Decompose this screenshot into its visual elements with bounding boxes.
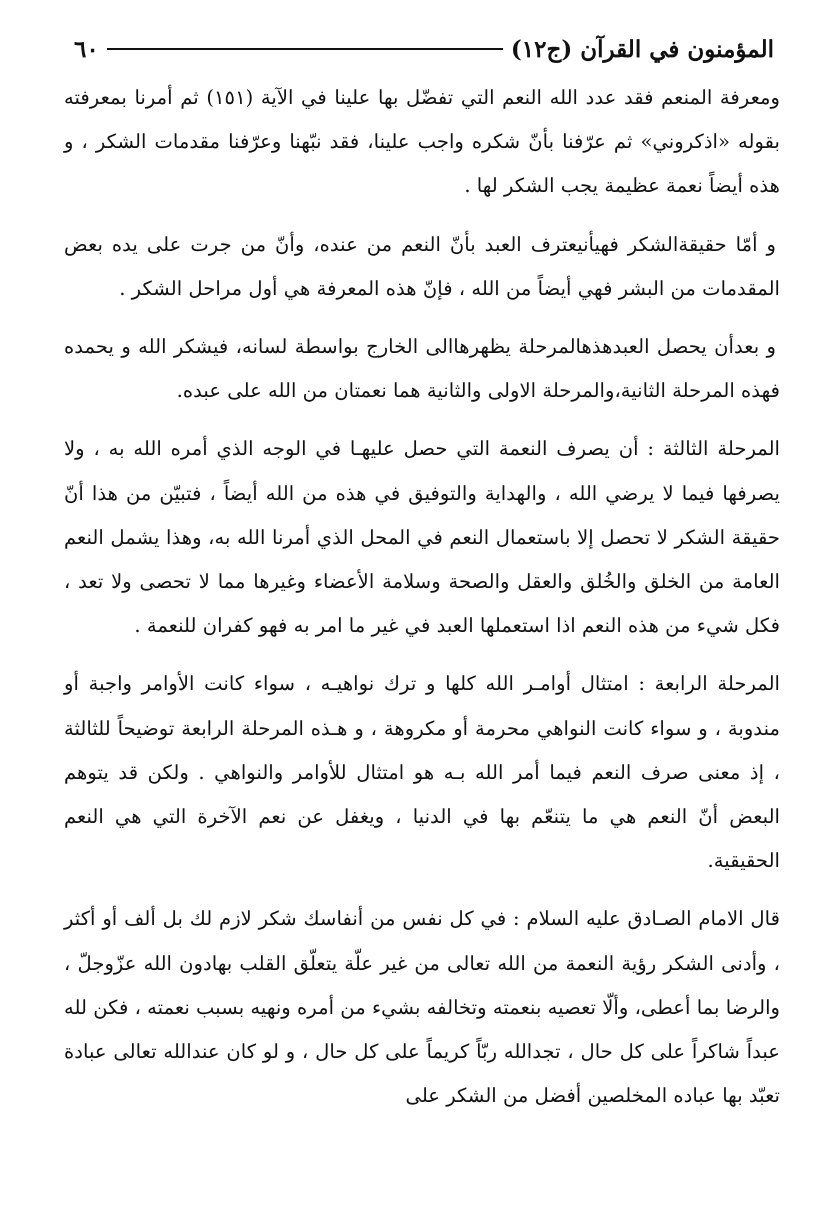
paragraph-5: المرحلة الرابعة : امتثال أوامـر الله كلها و ترك نواهيـه ، سواء كانت الأوامر واجبة أو مندوبة ، و سواء كانت النواهي محرمة أو مكروهة ، و هـذه المرحلة الرابعة توضيحاً للثالثة ، إذ معنى صرف النعم فيما أمر الله بـه هو امتثال للأوامر والنواهي . ولكن قد يتوهم البعض أنّ النعم هي ما يتنعّم بها في الدنيا ، ويغفل عن نعم الآخرة التي هي النعم الحقيقية.: [64, 672, 780, 873]
paragraph-2: و أمّا حقيقةالشكر فهيأنيعترف العبد بأنّ النعم من عنده، وأنّ من جرت على يده بعض المقدمات من البشر فهي أيضاً من الله ، فإنّ هذه المعرفة هي أول مراحل الشكر .: [64, 232, 780, 300]
page-number: ٦٠: [74, 35, 99, 63]
running-title: المؤمنون في القرآن (ج١٢): [510, 35, 774, 63]
paragraph-3: و بعدأن يحصل العبدهذهالمرحلة يظهرهاالى الخارج بواسطة لسانه، فيشكر الله و يحمده فهذه المرحلة الثانية،والمرحلة الاولى والثانية هما نعمتان من الله على عبده.: [64, 335, 780, 403]
page-header: [64, 28, 780, 70]
header-rule: [107, 48, 503, 50]
document-page: [64, 28, 780, 1198]
paragraph-4: المرحلة الثالثة : أن يصرف النعمة التي حصل عليهـا في الوجه الذي أمره الله به ، ولا يصرفها فيما لا يرضي الله ، والهداية والتوفيق في هذه من الله أيضاً ، فتبيّن من هذا أنّ حقيقة الشكر لا تحصل إلا باستعمال النعم في المحل الذي أمرنا الله به، وهذا يشمل النعم العامة من الخلق والخُلق والعقل والصحة وسلامة الأعضاء وغيرها مما لا تحصى ولا تعد ، فكل شيء من هذه النعم اذا استعملها العبد في غير ما امر به فهو كفران للنعمة .: [64, 437, 780, 638]
body-text: [64, 76, 780, 1118]
paragraph-1: ومعرفة المنعم فقد عدد الله النعم التي تفضّل بها علينا في الآية (١٥١) ثم أمرنا بمعرفته بقوله «اذكروني» ثم عرّفنا بأنّ شكره واجب علينا، فقد نبّهنا وعرّفنا مقدمات الشكر ، و هذه أيضاً نعمة عظيمة يجب الشكر لها .: [64, 86, 780, 198]
paragraph-6: قال الامام الصـادق عليه السلام : في كل نفس من أنفاسك شكر لازم لك بل ألف أو أكثر ، وأدنى الشكر رؤية النعمة من الله تعالى من غير علّة يتعلّق القلب بهادون الله عزّوجلّ ، والرضا بما أعطى، وألّا تعصيه بنعمته وتخالفه بشيء من أمره ونهيه بسبب نعمته ، فكن لله عبداً شاكراً على كل حال ، تجدالله ربّاً كريماً على كل حال ، و لو كان عندالله تعالى عبادة تعبّد بها عباده المخلصين أفضل من الشكر على: [64, 907, 780, 1108]
